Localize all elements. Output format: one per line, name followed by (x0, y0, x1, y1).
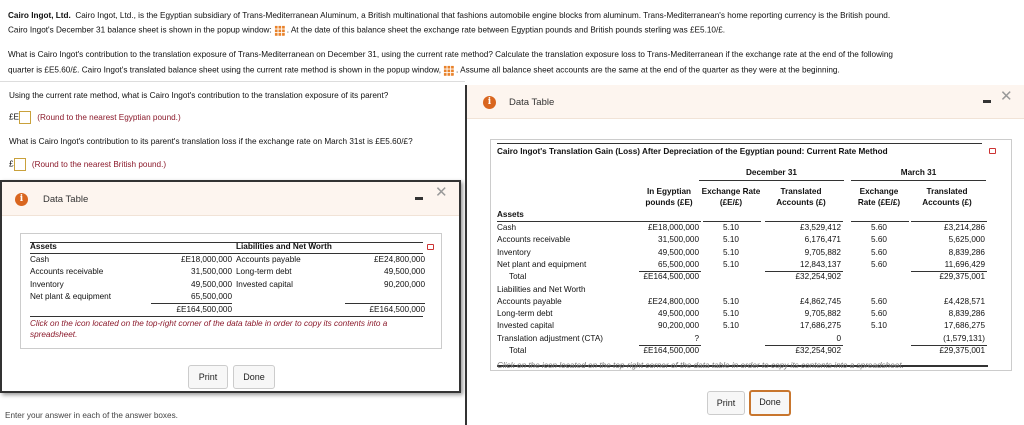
cell-value: 49,500,000 (658, 247, 699, 257)
liability-label: Long-term debt (236, 267, 292, 277)
table-row (491, 333, 991, 345)
cell-value: 12,843,137 (800, 259, 841, 269)
done-button[interactable]: Done (749, 390, 791, 416)
minimize-icon[interactable] (983, 100, 991, 103)
cell-value: 9,705,882 (804, 309, 841, 319)
copy-to-spreadsheet-icon[interactable] (427, 244, 434, 250)
group-header-december: December 31 (746, 168, 797, 177)
cell-value: 17,686,275 (944, 321, 985, 331)
liability-value: 49,500,000 (384, 267, 425, 277)
row-label: Invested capital (497, 321, 554, 331)
assets-header: Assets (30, 242, 57, 251)
intro-line-2 (8, 25, 725, 36)
answer-row-2 (9, 158, 166, 171)
cell-value: 5.60 (871, 223, 887, 232)
info-icon: i (15, 193, 28, 206)
cell-value: 9,705,882 (804, 247, 841, 257)
cell-value: 5,625,000 (948, 235, 985, 245)
asset-label: Accounts receivable (30, 267, 104, 277)
column-header: Translated Accounts (£) (776, 187, 826, 207)
currency-prefix: £ (9, 159, 14, 169)
asset-label: Net plant & equipment (30, 292, 112, 302)
intro-text-2a: Cairo Ingot's December 31 balance sheet is shown in the popup window: (8, 25, 272, 35)
totals-row (30, 304, 425, 316)
row-label: Inventory (497, 247, 531, 257)
cell-value: 0 (836, 333, 841, 343)
task-text-2a: quarter is £E5.60/£. Cairo Ingot's translated balance sheet using the current rate method is shown in the popup window, (8, 65, 442, 75)
asset-value: £E18,000,000 (181, 255, 232, 264)
table-row (491, 296, 991, 308)
cell-value: £E164,500,000 (643, 346, 699, 355)
copy-note: Click on the icon located on the top-right corner of the data table in order to copy its contents into a spreadsheet. (497, 361, 904, 370)
cell-value: 5.60 (871, 309, 887, 319)
cell-value: £29,375,001 (939, 346, 985, 355)
cell-value: £4,862,745 (800, 296, 841, 306)
cell-value: 5.60 (871, 235, 887, 245)
cell-value: 5.10 (723, 321, 739, 331)
cell-value: £32,254,902 (795, 346, 841, 355)
assets-total: £E164,500,000 (176, 305, 232, 314)
table-title: Cairo Ingot's Translation Gain (Loss) After Depreciation of the Egyptian pound: Current Rate Method (497, 147, 888, 156)
asset-value: 49,500,000 (191, 279, 232, 289)
popup-title: Data Table (509, 97, 555, 108)
column-header: Assets (497, 210, 524, 219)
question-1: Using the current rate method, what is Cairo Ingot's contribution to the translation exposure of its parent? (9, 91, 389, 100)
close-icon[interactable]: ✕ (1000, 88, 1013, 105)
footer-instruction: Enter your answer in each of the answer boxes. (5, 411, 178, 420)
liability-value: £E24,800,000 (374, 255, 425, 264)
table-row (491, 234, 991, 246)
liability-value: 90,200,000 (384, 279, 425, 289)
cell-value: £4,428,571 (944, 296, 985, 306)
row-label: Long-term debt (497, 309, 553, 319)
cell-value: £3,529,412 (800, 223, 841, 232)
cell-value: 5.60 (871, 247, 887, 257)
table-row (491, 259, 991, 271)
cell-value: 6,176,471 (804, 235, 841, 245)
translation-table (490, 139, 1012, 371)
cell-value: 8,839,286 (948, 247, 985, 257)
table-row (491, 320, 991, 332)
intro-text: Cairo Ingot, Ltd., is the Egyptian subsidiary of Trans-Mediterranean Aluminum, a British multinational that fashions automobile engine blocks from aluminum. Trans-Mediterranean's home reporting currency is the British pound. (75, 11, 891, 20)
info-icon: i (483, 96, 496, 109)
row-label: Cash (497, 223, 517, 232)
task-line-1: What is Cairo Ingot's contribution to the translation exposure of Trans-Mediterranean on December 31, using the current rate method? Calculate the translation exposure loss to Trans-Mediterranean if the exchange rate at the end of the following (8, 50, 893, 59)
cell-value: 17,686,275 (800, 321, 841, 331)
intro-line-1 (8, 11, 890, 20)
row-label: Accounts payable (497, 296, 562, 306)
close-icon[interactable]: ✕ (435, 184, 448, 201)
table-row (491, 345, 991, 357)
rounding-hint-1: (Round to the nearest Egyptian pound.) (37, 112, 181, 122)
balance-sheet-table (20, 233, 442, 349)
cell-value: ? (694, 333, 699, 343)
cell-value: 11,696,429 (944, 259, 985, 269)
print-button[interactable]: Print (707, 391, 745, 415)
rounding-hint-2: (Round to the nearest British pound.) (31, 159, 167, 169)
task-text-2b: . Assume all balance sheet accounts are the same at the end of the quarter as they were at the beginning. (456, 65, 840, 75)
cell-value: (1,579,131) (943, 333, 985, 343)
currency-prefix: £E (9, 112, 20, 122)
question-2: What is Cairo Ingot's contribution to its parent's translation loss if the exchange rate on March 31st is £E5.60/£? (9, 137, 413, 146)
column-header: In Egyptian pounds (£E) (645, 187, 693, 207)
column-header: Translated Accounts (£) (922, 187, 972, 207)
cell-value: 5.10 (723, 259, 739, 269)
asset-value: 31,500,000 (191, 267, 232, 277)
table-row (30, 254, 425, 266)
cell-value: 5.60 (871, 259, 887, 269)
row-label: Accounts receivable (497, 235, 571, 245)
table-row (491, 247, 991, 259)
row-label: Net plant and equipment (497, 259, 587, 269)
table-row (491, 284, 991, 296)
table-row (491, 271, 991, 283)
answer-input-1[interactable] (19, 111, 31, 124)
cell-value: £E24,800,000 (648, 296, 699, 306)
table-popup-icon[interactable] (443, 65, 454, 76)
cell-value: 5.10 (723, 247, 739, 257)
cell-value: 5.10 (723, 309, 739, 319)
cell-value: 5.10 (723, 296, 739, 306)
cell-value: £E18,000,000 (648, 223, 699, 232)
liability-label: Accounts payable (236, 255, 301, 264)
intro-text-2b: . At the date of this balance sheet the exchange rate between Egyptian pounds and British pounds sterling was £E5.10/£. (286, 25, 726, 35)
cell-value: £3,214,286 (944, 223, 985, 232)
column-header: Exchange Rate (£E/£) (701, 187, 761, 207)
cell-value: £29,375,001 (939, 272, 985, 282)
table-row (30, 279, 425, 291)
liabilities-total: £E164,500,000 (369, 305, 425, 314)
table-header-row (30, 241, 425, 253)
cell-value: £32,254,902 (795, 272, 841, 282)
cell-value: 49,500,000 (658, 309, 699, 319)
row-label: Translation adjustment (CTA) (497, 333, 604, 343)
row-label: Total (509, 346, 527, 355)
group-header-march: March 31 (900, 168, 937, 177)
popup-title: Data Table (43, 194, 89, 205)
asset-value: 65,500,000 (191, 292, 232, 302)
data-table-popup-right (465, 85, 1024, 425)
company-label: Cairo Ingot, Ltd. (8, 11, 71, 20)
row-label: Liabilities and Net Worth (497, 284, 586, 294)
cell-value: £E164,500,000 (643, 272, 699, 282)
done-button[interactable]: Done (233, 365, 275, 389)
cell-value: 8,839,286 (948, 309, 985, 319)
liability-label: Invested capital (236, 279, 293, 289)
table-row (30, 266, 425, 278)
asset-label: Inventory (30, 279, 64, 289)
cell-value: 90,200,000 (658, 321, 699, 331)
cell-value: 5.10 (723, 235, 739, 245)
task-line-2 (8, 65, 840, 76)
cell-value: 5.10 (871, 321, 887, 331)
popup-header (467, 85, 1024, 119)
table-popup-icon[interactable] (274, 25, 285, 36)
print-button[interactable]: Print (188, 365, 228, 389)
copy-note: Click on the icon located on the top-right corner of the data table in order to copy its contents into a spreadsheet. (30, 319, 388, 339)
column-header: Exchange Rate (£E/£) (857, 187, 901, 207)
popup-header (2, 182, 459, 216)
copy-to-spreadsheet-icon[interactable] (989, 148, 996, 154)
minimize-icon[interactable] (415, 197, 423, 200)
data-table-popup-left (0, 180, 461, 393)
row-label: Total (509, 272, 527, 282)
cell-value: 5.60 (871, 296, 887, 306)
cell-value: 31,500,000 (658, 235, 699, 245)
answer-row-1 (9, 111, 181, 124)
table-row (30, 291, 425, 303)
divider (0, 81, 465, 82)
table-row (491, 308, 991, 320)
liabilities-header: Liabilities and Net Worth (236, 242, 332, 251)
cell-value: 5.10 (723, 223, 739, 232)
table-row (491, 222, 991, 234)
answer-input-2[interactable] (14, 158, 26, 171)
cell-value: 65,500,000 (658, 259, 699, 269)
asset-label: Cash (30, 255, 50, 264)
